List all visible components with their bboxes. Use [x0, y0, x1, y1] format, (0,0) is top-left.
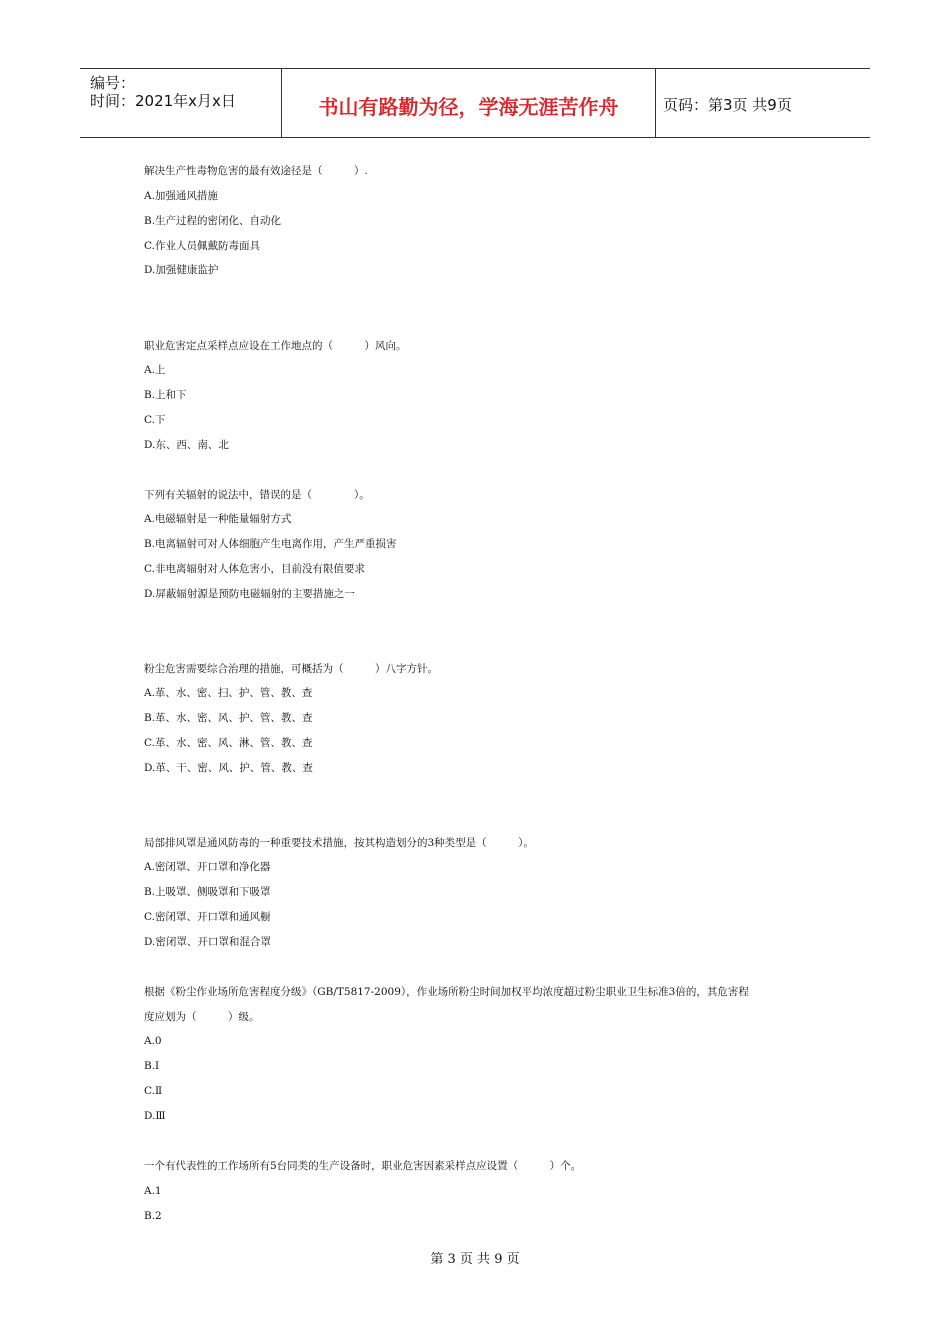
page-header [80, 68, 870, 138]
header-page-number: 页码：第3页 共9页 [663, 96, 792, 114]
question-stem: 粉尘危害需要综合治理的措施，可概括为（ ）八字方针。 [144, 663, 438, 675]
document-time-label: 时间：2021年x月x日 [90, 92, 236, 110]
question-option: D.加强健康监护 [144, 264, 219, 276]
question-option: C.非电离辐射对人体危害小，目前没有限值要求 [144, 563, 365, 575]
header-motto-cell [281, 69, 656, 137]
question-option: A.革、水、密、扫、护、管、教、查 [144, 687, 313, 699]
question-option: D.革、干、密、风、护、管、教、查 [144, 762, 313, 774]
question-option: A.电磁辐射是一种能量辐射方式 [144, 513, 292, 525]
page-footer: 第 3 页 共 9 页 [430, 1252, 520, 1267]
question-option: D.Ⅲ [144, 1110, 166, 1122]
question-option: C.Ⅱ [144, 1085, 163, 1097]
question-option: A.加强通风措施 [144, 190, 218, 202]
question-option: D.屏蔽辐射源是预防电磁辐射的主要措施之一 [144, 588, 355, 600]
question-stem-continued: 度应划为（ ）级。 [144, 1011, 260, 1023]
question-stem: 解决生产性毒物危害的最有效途径是（ ）. [144, 165, 368, 177]
question-option: C.作业人员佩戴防毒面具 [144, 240, 260, 252]
question-option: A.0 [144, 1035, 162, 1047]
document-number-label: 编号： [90, 74, 136, 92]
question-option: B.Ⅰ [144, 1060, 160, 1072]
question-stem: 下列有关辐射的说法中，错误的是（ ）。 [144, 489, 370, 501]
question-option: B.生产过程的密闭化、自动化 [144, 215, 282, 227]
question-option: B.革、水、密、风、护、管、教、查 [144, 712, 313, 724]
question-stem: 局部排风罩是通风防毒的一种重要技术措施，按其构造划分的3种类型是（ ）。 [144, 837, 534, 849]
question-stem: 职业危害定点采样点应设在工作地点的（ ）风向。 [144, 340, 407, 352]
question-stem: 一个有代表性的工作场所有5台同类的生产设备时，职业危害因素采样点应设置（ ）个。 [144, 1160, 582, 1172]
question-option: D.密闭罩、开口罩和混合罩 [144, 936, 271, 948]
header-info-cell [80, 69, 281, 137]
question-option: A.上 [144, 364, 166, 376]
question-option: B.上吸罩、侧吸罩和下吸罩 [144, 886, 271, 898]
question-option: A.密闭罩、开口罩和净化器 [144, 861, 271, 873]
question-option: C.下 [144, 414, 166, 426]
question-option: A.1 [144, 1185, 162, 1197]
header-motto: 书山有路勤为径，学海无涯苦作舟 [318, 95, 619, 119]
question-stem: 根据《粉尘作业场所危害程度分级》（GB/T5817-2009），作业场所粉尘时间加权平均浓度超过粉尘职业卫生标准3倍的，其危害程 [144, 986, 749, 998]
question-option: C.革、水、密、风、淋、管、教、查 [144, 737, 313, 749]
header-page-cell [655, 69, 870, 137]
question-option: C.密闭罩、开口罩和通风橱 [144, 911, 271, 923]
question-option: B.上和下 [144, 389, 187, 401]
question-option: B.电离辐射可对人体细胞产生电离作用，产生严重损害 [144, 538, 397, 550]
question-option: D.东、西、南、北 [144, 439, 229, 451]
question-option: B.2 [144, 1210, 162, 1222]
